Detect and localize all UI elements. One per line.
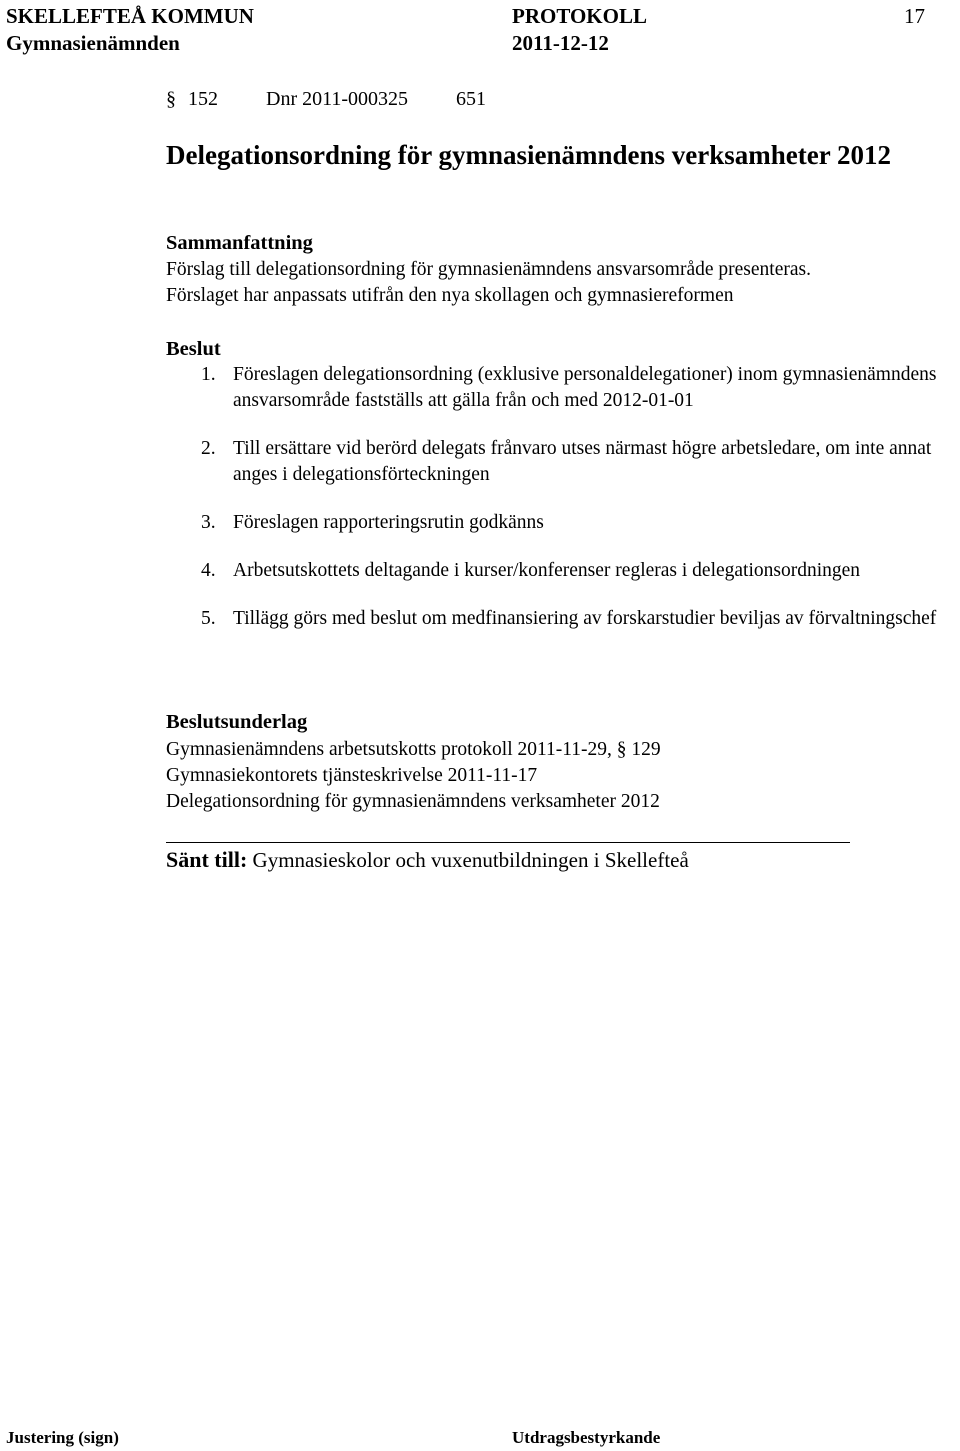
- organization-name: SKELLEFTEÅ KOMMUN: [6, 4, 254, 28]
- basis-item: Delegationsordning för gymnasienämndens verksamheter 2012: [166, 791, 660, 812]
- footer-signature-label: Justering (sign): [6, 1428, 119, 1447]
- decision-text: Tillägg görs med beslut om medfinansiering av forskarstudier beviljas av förvaltningschef: [233, 608, 937, 629]
- paragraph-number: 152: [188, 88, 218, 110]
- sent-to-label: Sänt till:: [166, 847, 248, 872]
- summary-line: Förslaget har anpassats utifrån den nya skollagen och gymnasiereformen: [166, 285, 734, 306]
- decision-number: 3.: [201, 512, 216, 533]
- decision-heading: Beslut: [166, 338, 221, 360]
- decision-number: 5.: [201, 608, 216, 629]
- decision-item: [166, 436, 956, 488]
- section-symbol: §: [166, 88, 176, 110]
- diary-number: Dnr 2011-000325: [266, 88, 409, 110]
- separator-line: [166, 842, 850, 843]
- decision-text: Föreslagen delegationsordning (exklusive personaldelegationer) inom gymnasienämndens ansvarsområde fastställs att gälla från och med 2012-01-01: [233, 364, 937, 411]
- footer-certification-label: Utdragsbestyrkande: [512, 1428, 661, 1447]
- board-name: Gymnasienämnden: [6, 31, 180, 55]
- sent-to: [166, 846, 689, 874]
- basis-list: [166, 737, 661, 815]
- sent-to-recipients: Gymnasieskolor och vuxenutbildningen i Skellefteå: [252, 848, 689, 872]
- summary-text: [166, 257, 926, 309]
- document-title: Delegationsordning för gymnasienämndens verksamheter 2012: [166, 140, 892, 170]
- decision-number: 4.: [201, 560, 216, 581]
- meeting-date: 2011-12-12: [512, 31, 609, 55]
- decision-item: [166, 510, 956, 536]
- decision-number: 2.: [201, 438, 216, 459]
- archive-code: 651: [456, 88, 487, 110]
- summary-heading: Sammanfattning: [166, 232, 313, 254]
- decision-text: Arbetsutskottets deltagande i kurser/konferenser regleras i delegationsordningen: [233, 560, 861, 581]
- decision-list: [166, 362, 956, 654]
- basis-item: Gymnasiekontorets tjänsteskrivelse 2011-11-17: [166, 765, 538, 786]
- decision-item: [166, 606, 956, 632]
- basis-heading: Beslutsunderlag: [166, 711, 308, 733]
- document-type: PROTOKOLL: [512, 4, 647, 28]
- page-number: 17: [904, 4, 925, 28]
- paragraph-reference: [166, 86, 486, 112]
- decision-item: [166, 558, 956, 584]
- decision-number: 1.: [201, 364, 216, 385]
- basis-item: Gymnasienämndens arbetsutskotts protokoll 2011-11-29, § 129: [166, 739, 661, 760]
- summary-line: Förslag till delegationsordning för gymnasienämndens ansvarsområde presenteras.: [166, 259, 811, 280]
- decision-item: [166, 362, 956, 414]
- decision-text: Föreslagen rapporteringsrutin godkänns: [233, 512, 544, 533]
- decision-text: Till ersättare vid berörd delegats frånvaro utses närmast högre arbetsledare, om inte annat anges i delegationsförteckningen: [233, 438, 932, 485]
